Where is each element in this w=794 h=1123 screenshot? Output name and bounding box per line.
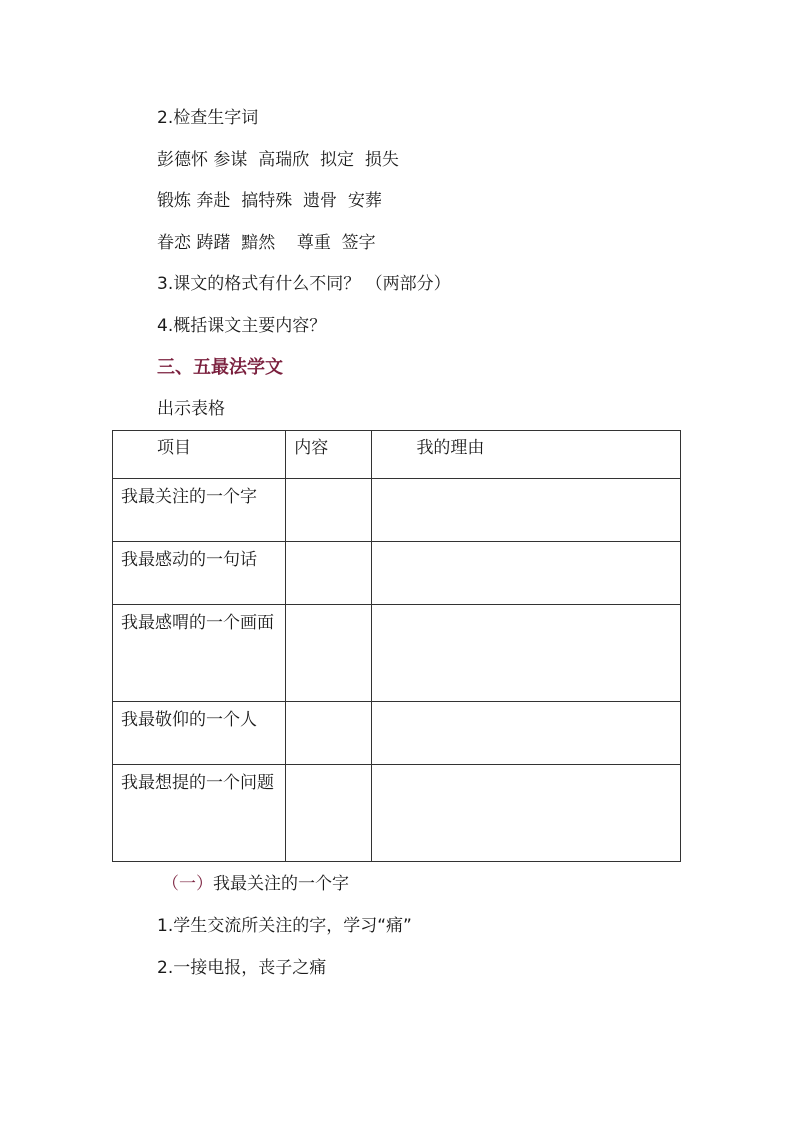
sub-section-text: 我最关注的一个字 <box>213 874 349 894</box>
sub-section-number: （一） <box>162 874 213 894</box>
table-row <box>113 479 681 542</box>
row-reason <box>372 542 681 605</box>
summary-question: 4.概括课文主要内容？ <box>157 316 327 336</box>
vocab-row-3: 眷恋 踌躇 黯然 尊重 签字 <box>157 233 376 253</box>
row-content <box>286 479 372 542</box>
row-reason <box>372 479 681 542</box>
row-content <box>286 542 372 605</box>
row-content <box>286 605 372 702</box>
header-content: 内容 <box>286 431 372 479</box>
row-item: 我最感动的一句话 <box>113 542 286 605</box>
header-item: 项目 <box>113 431 286 479</box>
row-reason <box>372 605 681 702</box>
row-item: 我最想提的一个问题 <box>113 765 286 862</box>
point-2: 2.一接电报，丧子之痛 <box>157 958 327 978</box>
vocab-row-2: 锻炼 奔赴 搞特殊 遗骨 安葬 <box>157 191 382 211</box>
five-most-table <box>112 430 681 862</box>
header-reason: 我的理由 <box>372 431 681 479</box>
vocab-row-1: 彭德怀 参谋 高瑞欣 拟定 损失 <box>157 150 399 170</box>
section-title: 三、五最法学文 <box>157 357 283 378</box>
row-reason <box>372 765 681 862</box>
row-reason <box>372 702 681 765</box>
sub-section-title <box>162 872 349 896</box>
point-1: 1.学生交流所关注的字，学习“痛” <box>157 916 412 936</box>
row-item: 我最敬仰的一个人 <box>113 702 286 765</box>
table-row <box>113 605 681 702</box>
table-row <box>113 765 681 862</box>
table-row <box>113 542 681 605</box>
format-question: 3.课文的格式有什么不同？ （两部分） <box>157 274 451 294</box>
show-table-line: 出示表格 <box>157 399 225 419</box>
check-words-line: 2.检查生字词 <box>157 108 259 128</box>
table-row <box>113 702 681 765</box>
row-item: 我最感喟的一个画面 <box>113 605 286 702</box>
row-content <box>286 765 372 862</box>
table-header-row <box>113 431 681 479</box>
row-content <box>286 702 372 765</box>
row-item: 我最关注的一个字 <box>113 479 286 542</box>
